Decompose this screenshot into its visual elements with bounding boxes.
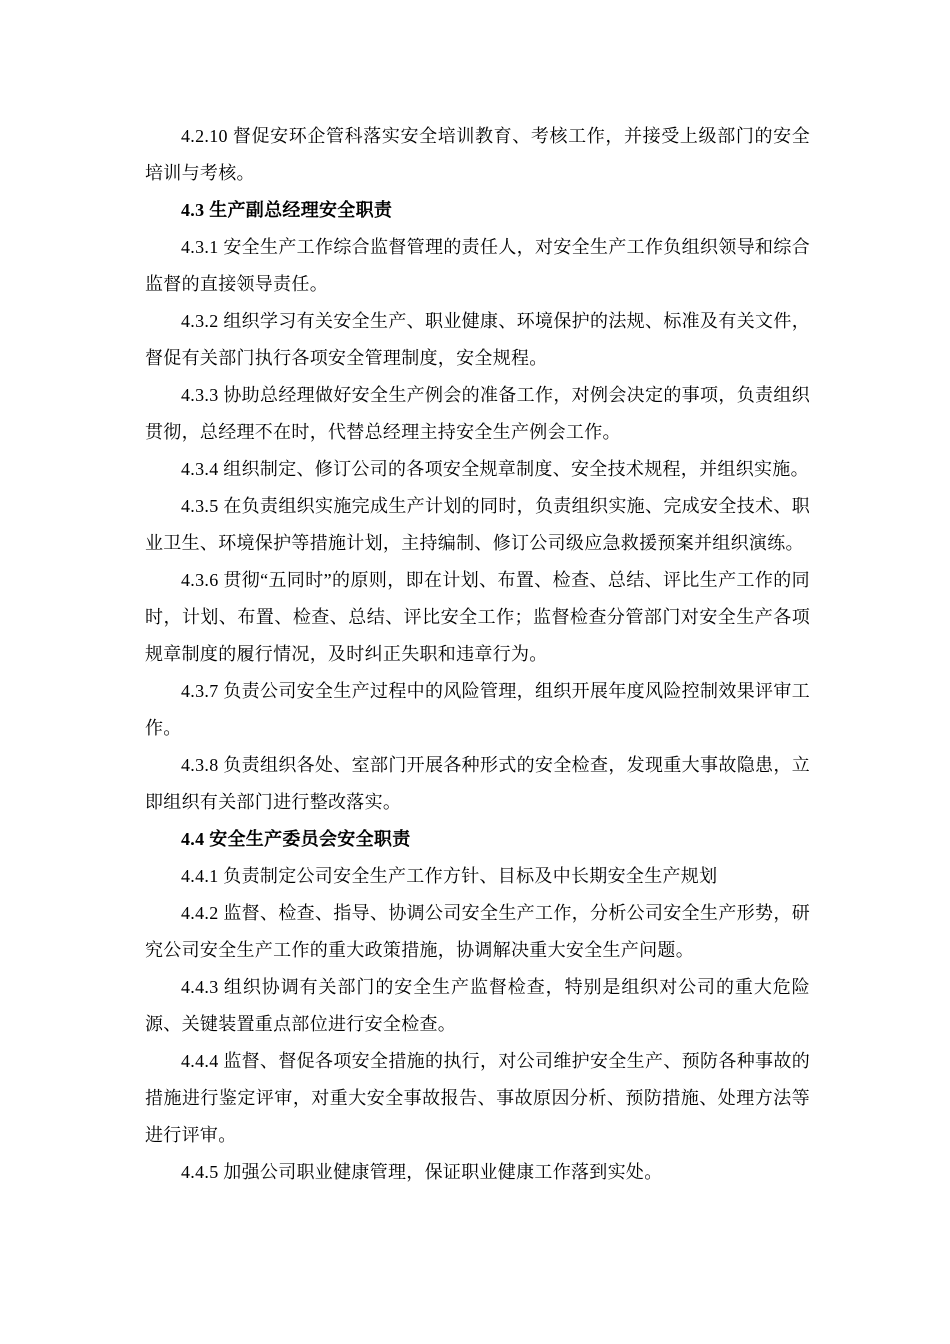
section-heading-4-3: 4.3 生产副总经理安全职责 (181, 200, 393, 220)
paragraph-4-3-4: 4.3.4 组织制定、修订公司的各项安全规章制度、安全技术规程，并组织实施。 (181, 459, 809, 479)
paragraph-4-3-1: 4.3.1 安全生产工作综合监督管理的责任人，对安全生产工作负组织领导和综合监督的直接领导责任。 (145, 237, 810, 294)
paragraph-4-3-6: 4.3.6 贯彻“五同时”的原则，即在计划、布置、检查、总结、评比生产工作的同时，计划、布置、检查、总结、评比安全工作；监督检查分管部门对安全生产各项规章制度的履行情况，及时纠正失职和违章行为。 (145, 570, 810, 664)
paragraph-4-2-10: 4.2.10 督促安环企管科落实安全培训教育、考核工作，并接受上级部门的安全培训与考核。 (145, 126, 810, 183)
paragraph-4-4-4: 4.4.4 监督、督促各项安全措施的执行，对公司维护安全生产、预防各种事故的措施进行鉴定评审，对重大安全事故报告、事故原因分析、预防措施、处理方法等进行评审。 (145, 1051, 810, 1145)
paragraph-4-4-3: 4.4.3 组织协调有关部门的安全生产监督检查，特别是组织对公司的重大危险源、关键装置重点部位进行安全检查。 (145, 977, 810, 1034)
paragraph-4-3-5: 4.3.5 在负责组织实施完成生产计划的同时，负责组织实施、完成安全技术、职业卫生、环境保护等措施计划，主持编制、修订公司级应急救援预案并组织演练。 (145, 496, 810, 553)
paragraph-4-3-8: 4.3.8 负责组织各处、室部门开展各种形式的安全检查，发现重大事故隐患，立即组织有关部门进行整改落实。 (145, 755, 810, 812)
paragraph-4-3-7: 4.3.7 负责公司安全生产过程中的风险管理，组织开展年度风险控制效果评审工作。 (145, 681, 810, 738)
paragraph-4-3-2: 4.3.2 组织学习有关安全生产、职业健康、环境保护的法规、标准及有关文件，督促有关部门执行各项安全管理制度，安全规程。 (145, 311, 810, 368)
document-body (145, 118, 810, 1191)
paragraph-4-4-5: 4.4.5 加强公司职业健康管理，保证职业健康工作落到实处。 (181, 1162, 663, 1182)
paragraph-4-4-2: 4.4.2 监督、检查、指导、协调公司安全生产工作，分析公司安全生产形势，研究公司安全生产工作的重大政策措施，协调解决重大安全生产问题。 (145, 903, 810, 960)
paragraph-4-3-3: 4.3.3 协助总经理做好安全生产例会的准备工作，对例会决定的事项，负责组织贯彻，总经理不在时，代替总经理主持安全生产例会工作。 (145, 385, 810, 442)
paragraph-4-4-1: 4.4.1 负责制定公司安全生产工作方针、目标及中长期安全生产规划 (181, 866, 718, 886)
section-heading-4-4: 4.4 安全生产委员会安全职责 (181, 829, 411, 849)
